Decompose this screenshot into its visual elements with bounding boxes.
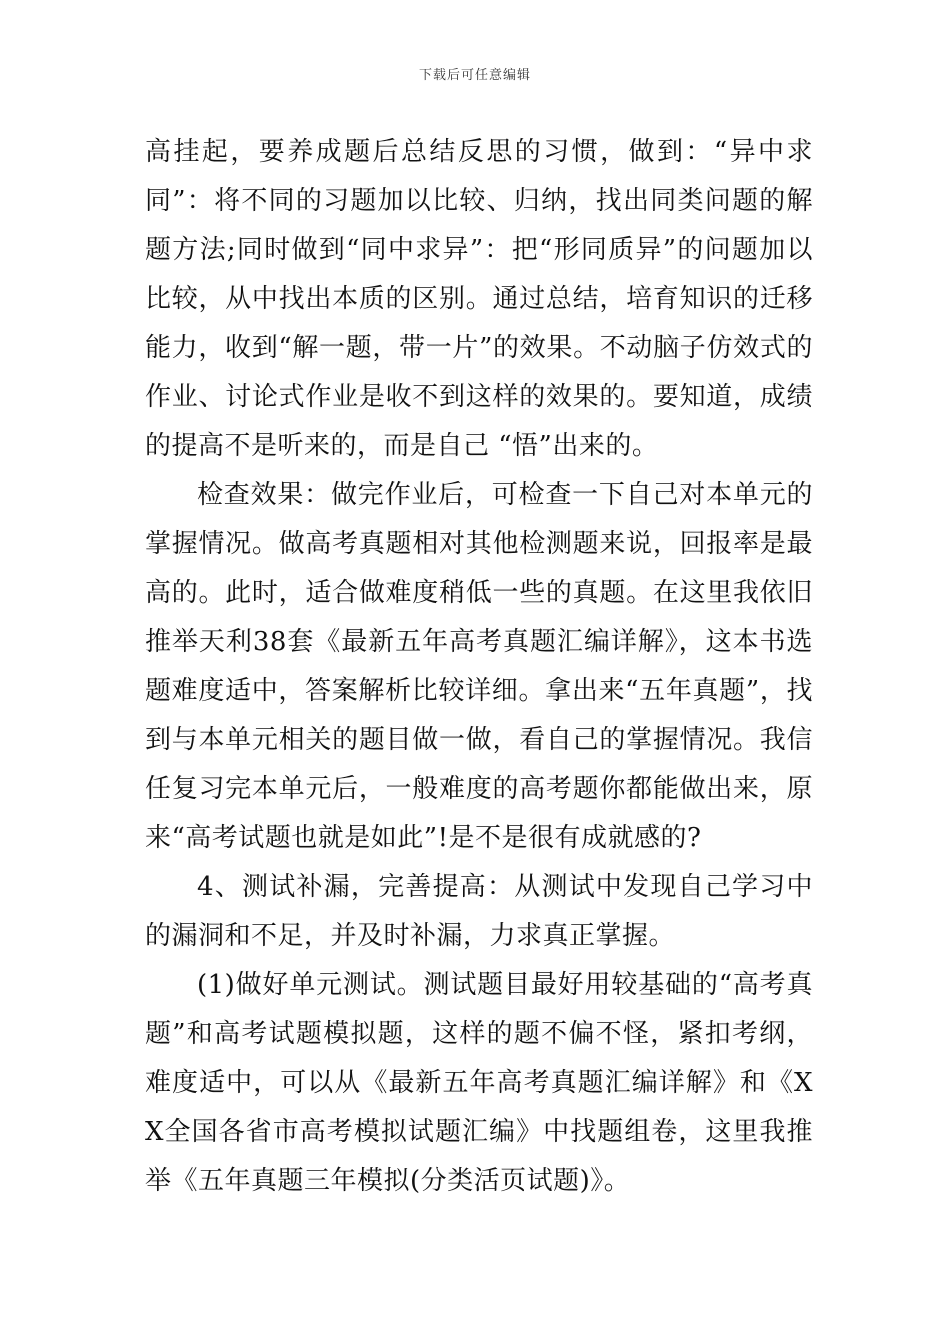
page-header: 下载后可任意编辑 bbox=[418, 68, 531, 83]
document-body bbox=[145, 128, 813, 1206]
paragraph-check-results: 检查效果：做完作业后，可检查一下自己对本单元的掌握情况。做高考真题相对其他检测题来说，回报率是最高的。此时，适合做难度稍低一些的真题。在这里我依旧推举天利38套《最新五年高考真题汇编详解》，这本书选题难度适中，答案解析比较详细。拿出来“五年真题”，找到与本单元相关的题目做一做，看自己的掌握情况。我信任复习完本单元后，一般难度的高考题你都能做出来，原来“高考试题也就是如此”!是不是很有成就感的? bbox=[145, 480, 813, 853]
paragraph-summary-reflection: 高挂起，要养成题后总结反思的习惯，做到：“异中求同”：将不同的习题加以比较、归纳，找出同类问题的解题方法;同时做到“同中求异”：把“形同质异”的问题加以比较，从中找出本质的区别。通过总结，培育知识的迁移能力，收到“解一题，带一片”的效果。不动脑子仿效式的作业、讨论式作业是收不到这样的效果的。要知道，成绩的提高不是听来的，而是自己 “悟”出来的。 bbox=[145, 137, 813, 461]
paragraph-unit-test: (1)做好单元测试。测试题目最好用较基础的“高考真题”和高考试题模拟题，这样的题不偏不怪，紧扣考纲，难度适中，可以从《最新五年高考真题汇编详解》和《XX全国各省市高考模拟试题汇编》中找题组卷，这里我推举《五年真题三年模拟(分类活页试题)》。 bbox=[145, 970, 813, 1196]
paragraph-test-and-fill-gaps: 4、测试补漏，完善提高：从测试中发现自己学习中的漏洞和不足，并及时补漏，力求真正掌握。 bbox=[145, 872, 813, 951]
